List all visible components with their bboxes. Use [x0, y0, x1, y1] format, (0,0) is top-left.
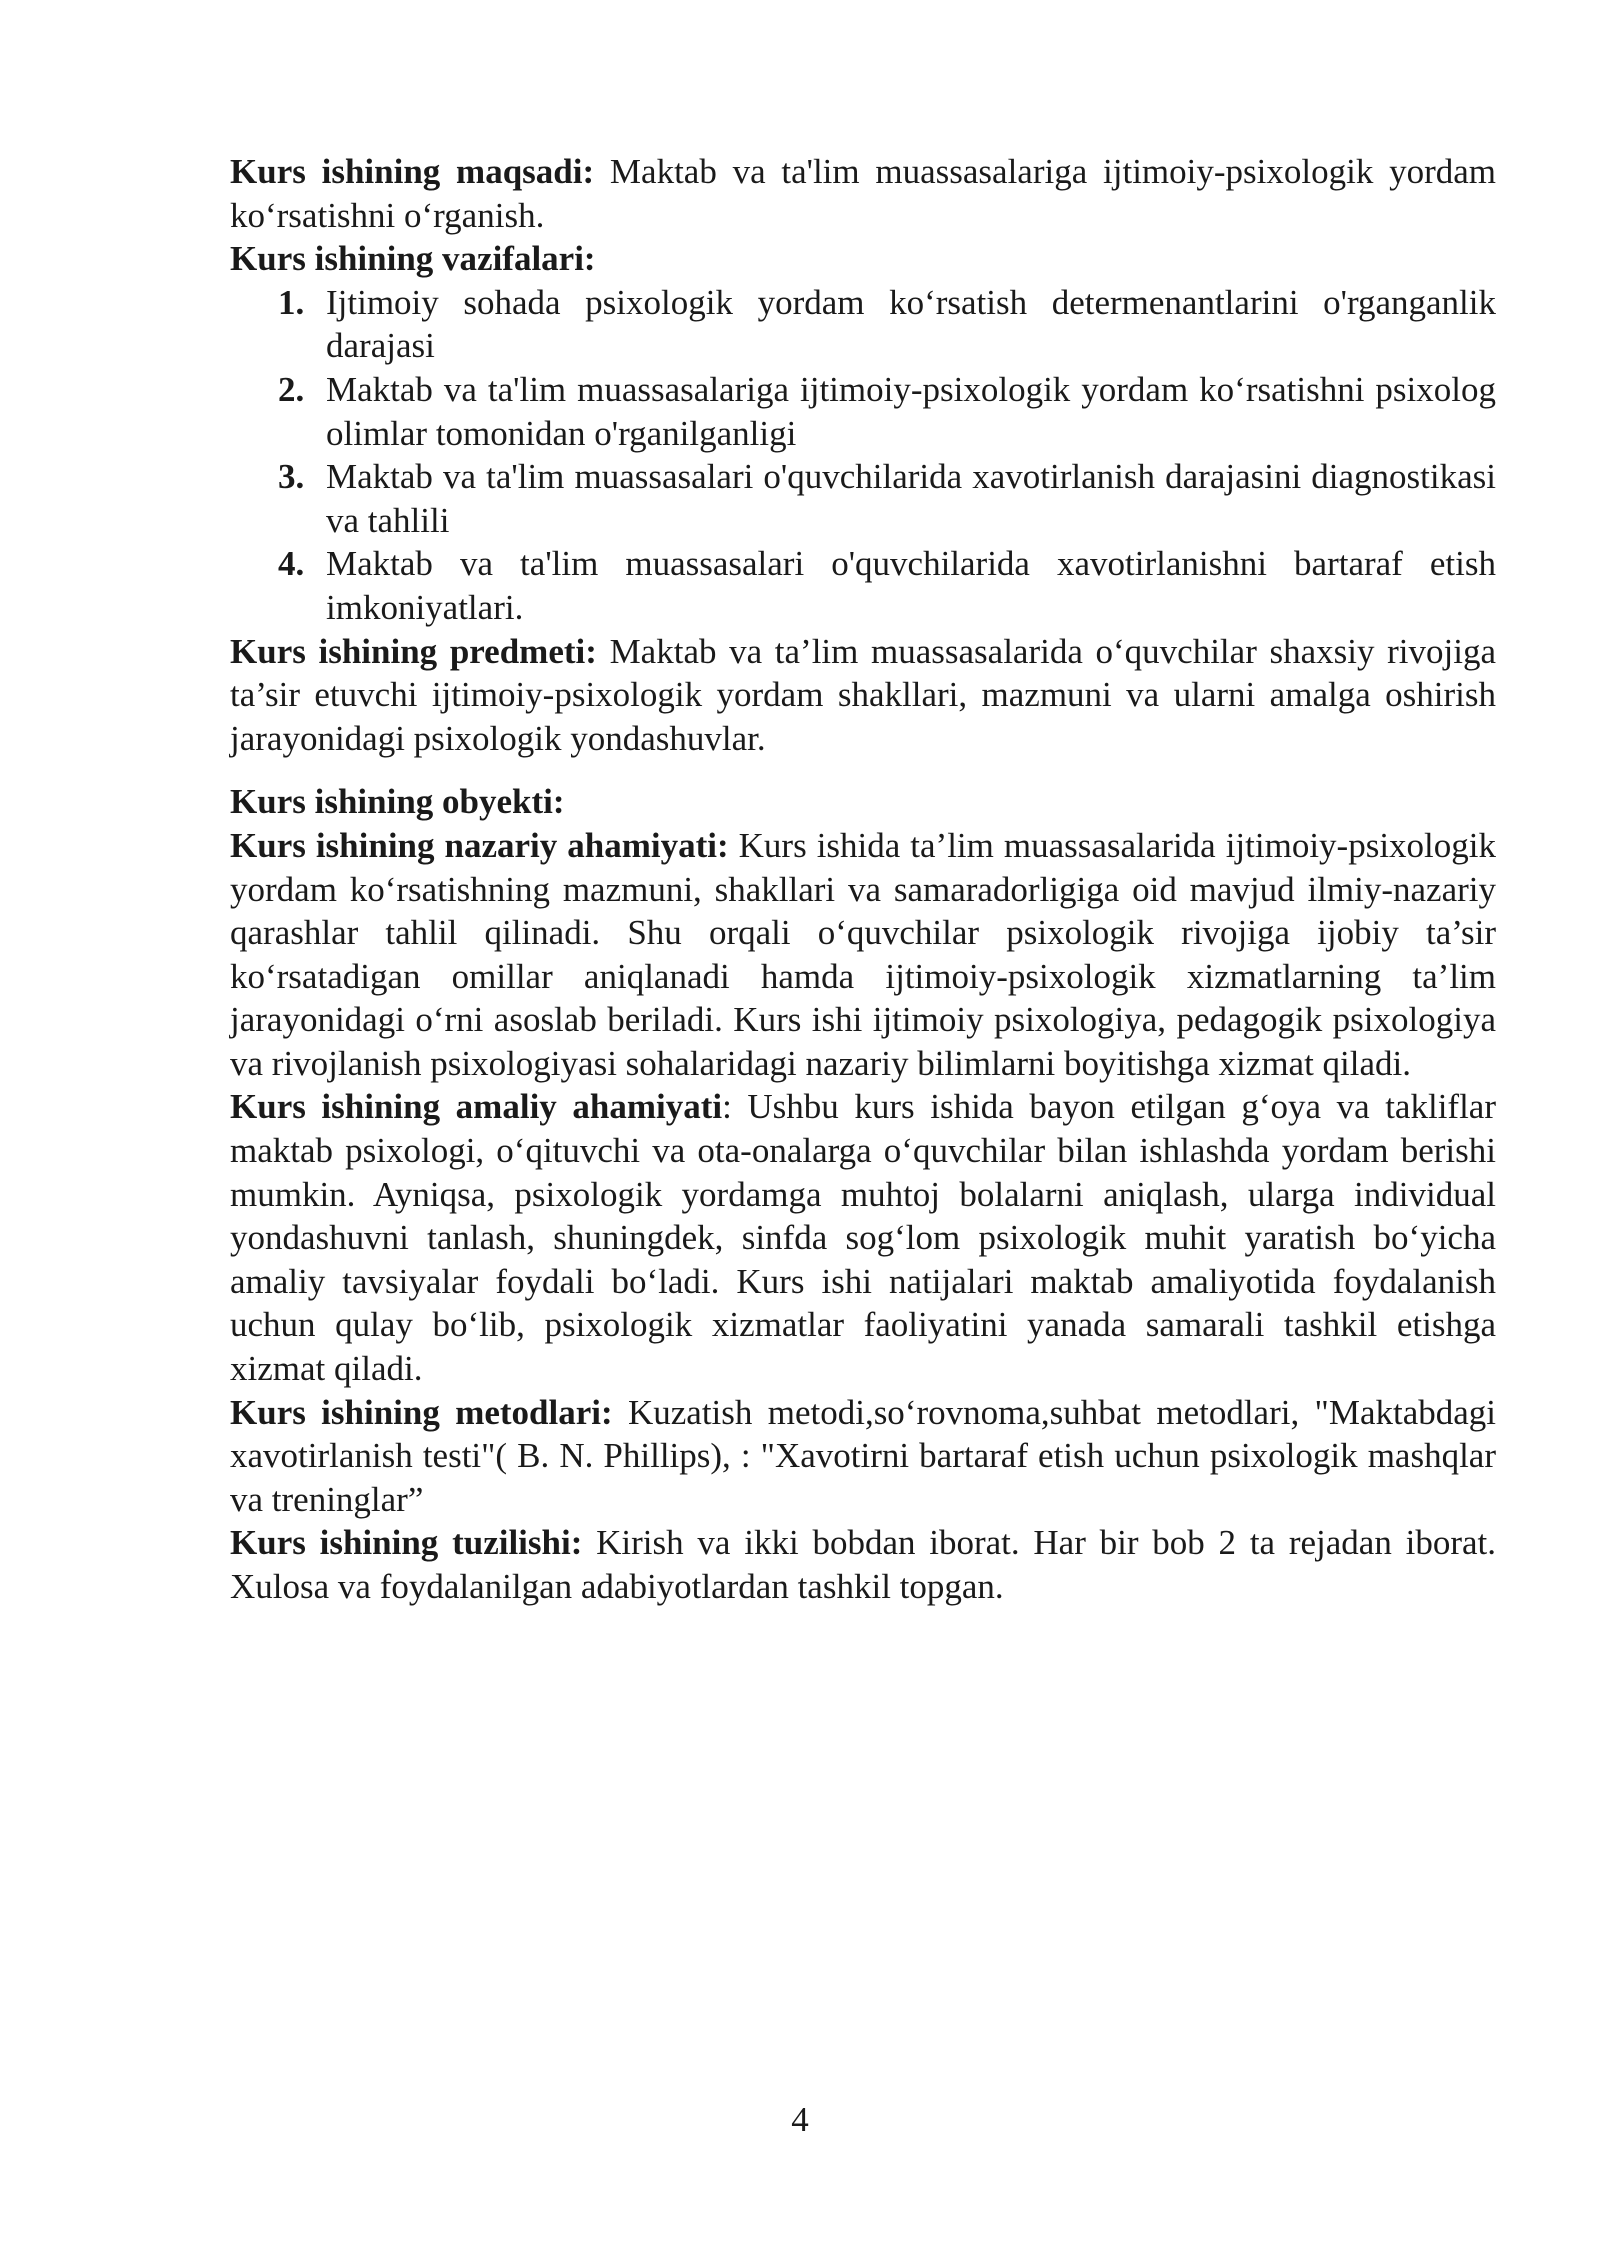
tasks-heading	[230, 237, 1496, 281]
methods-paragraph	[230, 1391, 1496, 1522]
practical-text: : Ushbu kurs ishida bayon etilgan g‘oya va takliflar maktab psixologi, o‘qituvchi va ota-onalarga o‘quvchilar bilan ishlashda yordam berishi mumkin. Ayniqsa, psixologik yordamga muhtoj bolalarni aniqlash, ularga individual yondashuvni tanlash, shuningdek, sinfda sog‘lom psixologik muhit yaratish bo‘yicha amaliy tavsiyalar foydali bo‘ladi. Kurs ishi natijalari maktab amaliyotida foydalanish uchun qulay bo‘lib, psixologik xizmatlar faoliyatini yanada samarali tashkil etishga xizmat qiladi.	[230, 1087, 1496, 1389]
object-label: Kurs ishining obyekti:	[230, 782, 565, 822]
task-text: Maktab va ta'lim muassasalari o'quvchilarida xavotirlanishni bartaraf etish imkoniyatlari.	[326, 544, 1496, 627]
task-item	[278, 542, 1496, 629]
task-text: Maktab va ta'lim muassasalariga ijtimoiy-psixologik yordam ko‘rsatishni psixolog olimlar tomonidan o'rganilganligi	[326, 369, 1496, 453]
task-number: 4.	[278, 544, 305, 584]
methods-text: Kuzatish metodi,so‘rovnoma,suhbat metodlari, "Maktabdagi xavotirlanish testi"( B. N. Phillips), : "Xavotirni bartaraf etish uchun psixologik mashqlar va treninglar”	[230, 1392, 1497, 1519]
goal-label: Kurs ishining maqsadi:	[230, 152, 595, 191]
subject-label: Kurs ishining predmeti:	[230, 631, 597, 671]
task-item	[278, 281, 1496, 368]
task-text: Ijtimoiy sohada psixologik yordam ko‘rsatish determenantlarini o'rganganlik darajasi	[326, 282, 1496, 366]
practical-label: Kurs ishining amaliy ahamiyati	[230, 1087, 723, 1127]
theoretical-label: Kurs ishining nazariy ahamiyati:	[230, 825, 729, 865]
methods-label: Kurs ishining metodlari:	[230, 1392, 613, 1432]
practical-paragraph	[230, 1085, 1496, 1390]
task-number: 1.	[278, 282, 305, 322]
structure-text: Kirish va ikki bobdan iborat. Har bir bob 2 ta rejadan iborat. Xulosa va foydalanilgan adabiyotlardan tashkil topgan.	[230, 1523, 1496, 1606]
theoretical-text: Kurs ishida ta’lim muassasalarida ijtimoiy-psixologik yordam ko‘rsatishning mazmuni, shakllari va samaradorligiga oid mavjud ilmiy-nazariy qarashlar tahlil qilinadi. Shu orqali o‘quvchilar psixologik rivojiga ijobiy ta’sir ko‘rsatadigan omillar aniqlanadi hamda ijtimoiy-psixologik xizmatlarning ta’lim jarayonidagi o‘rni asoslab beriladi. Kurs ishi ijtimoiy psixologiya, pedagogik psixologiya va rivojlanish psixologiyasi sohalaridagi nazariy bilimlarni boyitishga xizmat qiladi.	[230, 825, 1497, 1083]
goal-paragraph	[230, 150, 1496, 237]
subject-paragraph	[230, 630, 1496, 761]
task-number: 2.	[278, 369, 305, 409]
structure-paragraph	[230, 1521, 1496, 1608]
task-item	[278, 368, 1496, 455]
tasks-list	[230, 281, 1496, 630]
structure-label: Kurs ishining tuzilishi:	[230, 1523, 583, 1563]
theoretical-paragraph	[230, 824, 1496, 1086]
page-number: 4	[791, 2100, 809, 2139]
subject-text: Maktab va ta’lim muassasalarida o‘quvchilar shaxsiy rivojiga ta’sir etuvchi ijtimoiy-psixologik yordam shakllari, mazmuni va ularni amalga oshirish jarayonidagi psixologik yondashuvlar.	[230, 631, 1496, 758]
tasks-label: Kurs ishining vazifalari:	[230, 239, 596, 279]
task-text: Maktab va ta'lim muassasalari o'quvchilarida xavotirlanish darajasini diagnostikasi va tahlili	[326, 457, 1496, 540]
task-item	[278, 455, 1496, 542]
goal-text: Maktab va ta'lim muassasalariga ijtimoiy-psixologik yordam ko‘rsatishni o‘rganish.	[230, 152, 1496, 235]
object-paragraph	[230, 780, 1496, 824]
task-number: 3.	[278, 457, 305, 497]
document-page	[230, 150, 1496, 1609]
